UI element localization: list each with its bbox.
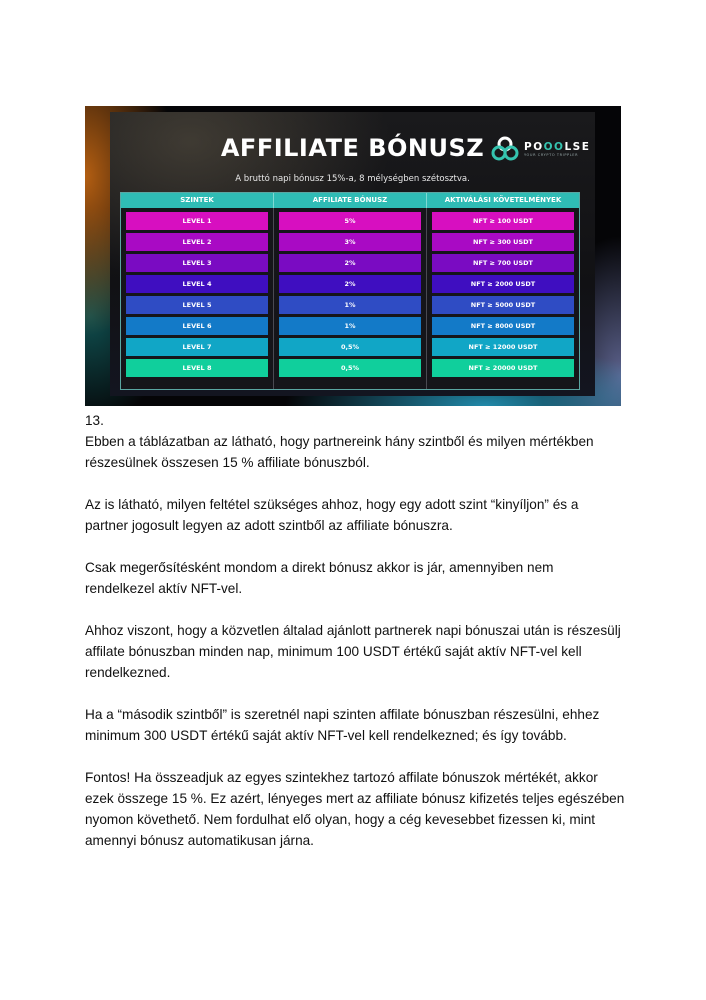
- bonus-cell: 0,5%: [279, 338, 421, 356]
- header-levels: SZINTEK: [121, 193, 274, 208]
- requirement-cell: NFT ≥ 12000 USDT: [432, 338, 574, 356]
- bonus-cell: 0,5%: [279, 359, 421, 377]
- affiliate-bonus-table: [120, 192, 580, 390]
- header-activation-requirements: AKTIVÁLÁSI KÖVETELMÉNYEK: [444, 196, 562, 204]
- paragraph: Fontos! Ha összeadjuk az egyes szintekhez tartozó affilate bónuszok mértékét, akkor ezek összege 15 %. Ez azért, lényeges mert az affiliate bónusz kifizetés teljes egészében nyomon követhető. Nem fordulhat elő olyan, hogy a cég kevesebbet fizessen ki, mint amennyi bónusz automatikusan járna.: [85, 770, 625, 848]
- bonus-cell: 1%: [279, 317, 421, 335]
- bonus-cell: 5%: [279, 212, 421, 230]
- table-body: [121, 208, 579, 389]
- requirement-cell: NFT ≥ 20000 USDT: [432, 359, 574, 377]
- requirement-cell: NFT ≥ 100 USDT: [432, 212, 574, 230]
- paragraph: Ebben a táblázatban az látható, hogy partnereink hány szintből és milyen mértékben részesülnek összesen 15 % affiliate bónuszból.: [85, 434, 594, 470]
- bonus-cell: 3%: [279, 233, 421, 251]
- levels-column: [121, 208, 274, 389]
- table-header: [121, 193, 579, 208]
- triple-rings-logo-icon: [490, 136, 520, 162]
- requirement-cell: NFT ≥ 300 USDT: [432, 233, 574, 251]
- affiliate-bonus-panel: [110, 112, 595, 396]
- paragraph: Csak megerősítésként mondom a direkt bónusz akkor is jár, amennyiben nem rendelkezel aktív NFT-vel.: [85, 560, 554, 596]
- level-cell: LEVEL 7: [126, 338, 268, 356]
- level-cell: LEVEL 5: [126, 296, 268, 314]
- pooolse-logo: [490, 136, 590, 162]
- page-number: 13.: [85, 413, 104, 428]
- logo-name: POOOLSE: [524, 141, 591, 153]
- banner-title: AFFILIATE BÓNUSZ: [220, 134, 485, 162]
- bonus-cell: 2%: [279, 254, 421, 272]
- paragraph: Ha a “második szintből” is szeretnél napi szinten affilate bónuszban részesülni, ehhez minimum 300 USDT értékű saját aktív NFT-vel kell rendelkezned; és így tovább.: [85, 707, 600, 743]
- level-cell: LEVEL 6: [126, 317, 268, 335]
- banner-subtitle: A bruttó napi bónusz 15%-a, 8 mélységben szétosztva.: [235, 174, 470, 184]
- paragraph: Ahhoz viszont, hogy a közvetlen általad ajánlott partnerek napi bónuszai után is részesülj affilate bónuszban minden nap, minimum 100 USDT értékű saját aktív NFT-vel kell rendelkezned.: [85, 623, 621, 680]
- header-affiliate-bonus: AFFILIATE BÓNUSZ: [274, 193, 427, 208]
- level-cell: LEVEL 3: [126, 254, 268, 272]
- bonus-cell: 2%: [279, 275, 421, 293]
- logo-tagline: YOUR CRYPTO TRIPPLER: [524, 153, 579, 157]
- level-cell: LEVEL 2: [126, 233, 268, 251]
- requirement-cell: NFT ≥ 8000 USDT: [432, 317, 574, 335]
- affiliate-bonus-image: [85, 106, 621, 406]
- level-cell: LEVEL 1: [126, 212, 268, 230]
- requirement-cell: NFT ≥ 5000 USDT: [432, 296, 574, 314]
- document-body: [85, 410, 625, 872]
- paragraph: Az is látható, milyen feltétel szükséges ahhoz, hogy egy adott szint “kinyíljon” és a partner jogosult legyen az adott szintből az affiliate bónuszra.: [85, 497, 579, 533]
- requirement-cell: NFT ≥ 700 USDT: [432, 254, 574, 272]
- bonus-cell: 1%: [279, 296, 421, 314]
- requirement-cell: NFT ≥ 2000 USDT: [432, 275, 574, 293]
- level-cell: LEVEL 8: [126, 359, 268, 377]
- requirement-column: [427, 208, 579, 389]
- bonus-column: [274, 208, 427, 389]
- level-cell: LEVEL 4: [126, 275, 268, 293]
